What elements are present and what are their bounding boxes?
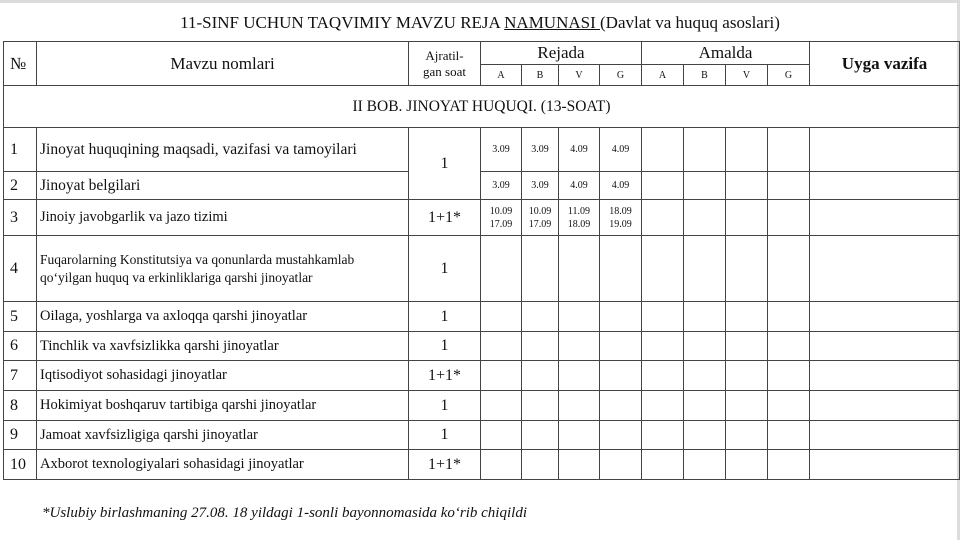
header-hours-line1: Ajratil- [425, 47, 464, 63]
plan-date: 3.09 [522, 172, 559, 200]
actual-cell [642, 450, 684, 480]
homework-cell [810, 421, 960, 450]
actual-class-v: V [726, 65, 768, 86]
row-hours: 1+1* [409, 450, 481, 480]
plan-cell [600, 302, 642, 332]
homework-cell [810, 332, 960, 361]
header-plan: Rejada [481, 42, 642, 65]
plan-cell [481, 361, 522, 391]
row-topic: Tinchlik va xavfsizlikka qarshi jinoyatlar [37, 332, 409, 361]
plan-class-a: A [481, 65, 522, 86]
header-actual: Amalda [642, 42, 810, 65]
row-hours: 1+1* [409, 200, 481, 236]
table-row [4, 236, 960, 302]
row-topic: Jinoyat belgilari [37, 172, 409, 200]
actual-cell [768, 236, 810, 302]
plan-date: 10.09 17.09 [522, 200, 559, 236]
plan-date: 4.09 [600, 128, 642, 172]
row-num: 6 [4, 332, 37, 361]
header-homework: Uyga vazifa [810, 42, 960, 86]
plan-cell [600, 332, 642, 361]
row-topic: Jamoat xavfsizligiga qarshi jinoyatlar [37, 421, 409, 450]
actual-cell [684, 236, 726, 302]
plan-cell [522, 332, 559, 361]
plan-cell [559, 391, 600, 421]
title-underlined: NAMUNASI [504, 13, 601, 32]
row-hours: 1 [409, 128, 481, 200]
plan-cell [481, 391, 522, 421]
actual-cell [642, 172, 684, 200]
plan-cell [600, 236, 642, 302]
actual-class-b: B [684, 65, 726, 86]
row-num: 4 [4, 236, 37, 302]
plan-cell [559, 302, 600, 332]
page-edge-top [0, 0, 960, 3]
row-topic: Hokimiyat boshqaruv tartibiga qarshi jinoyatlar [37, 391, 409, 421]
plan-cell [559, 332, 600, 361]
header-topic: Mavzu nomlari [37, 42, 409, 86]
row-topic: Iqtisodiyot sohasidagi jinoyatlar [37, 361, 409, 391]
row-num: 9 [4, 421, 37, 450]
plan-date: 4.09 [559, 128, 600, 172]
plan-date: 4.09 [600, 172, 642, 200]
table-row [4, 200, 960, 236]
row-hours: 1+1* [409, 361, 481, 391]
table-row [4, 450, 960, 480]
plan-class-b: B [522, 65, 559, 86]
plan-date: 3.09 [522, 128, 559, 172]
row-num: 10 [4, 450, 37, 480]
document-title [0, 13, 960, 33]
row-num: 5 [4, 302, 37, 332]
actual-cell [684, 302, 726, 332]
plan-cell [522, 236, 559, 302]
table-row [4, 128, 960, 172]
row-topic: Jinoiy javobgarlik va jazo tizimi [37, 200, 409, 236]
plan-class-g: G [600, 65, 642, 86]
row-num: 2 [4, 172, 37, 200]
actual-cell [684, 421, 726, 450]
homework-cell [810, 172, 960, 200]
plan-cell [481, 421, 522, 450]
actual-cell [642, 332, 684, 361]
row-topic: Fuqarolarning Konstitutsiya va qonunlarda mustahkamlab qo‘yilgan huquq va erkinliklariga qarshi jinoyatlar [37, 236, 409, 302]
actual-cell [642, 302, 684, 332]
section-title: II BOB. JINOYAT HUQUQI. (13-SOAT) [4, 86, 960, 128]
plan-cell [481, 332, 522, 361]
actual-cell [726, 302, 768, 332]
row-hours: 1 [409, 236, 481, 302]
plan-cell [522, 391, 559, 421]
header-hours-line2: gan soat [423, 63, 466, 79]
actual-cell [768, 332, 810, 361]
actual-cell [684, 332, 726, 361]
row-hours: 1 [409, 302, 481, 332]
table-row [4, 172, 960, 200]
footnote: *Uslubiy birlashmaning 27.08. 18 yildagi 1-sonli bayonnomasida ko‘rib chiqildi [42, 505, 527, 521]
homework-cell [810, 200, 960, 236]
actual-cell [642, 200, 684, 236]
header-row-1 [4, 42, 960, 65]
actual-cell [726, 200, 768, 236]
actual-cell [768, 391, 810, 421]
title-prefix: 11-SINF UCHUN TAQVIMIY MAVZU REJA [180, 13, 505, 32]
actual-class-g: G [768, 65, 810, 86]
homework-cell [810, 450, 960, 480]
table-row [4, 332, 960, 361]
actual-cell [642, 361, 684, 391]
row-num: 3 [4, 200, 37, 236]
table-row [4, 391, 960, 421]
section-row [4, 86, 960, 128]
actual-cell [768, 200, 810, 236]
header-hours [409, 42, 481, 86]
plan-cell [559, 361, 600, 391]
table-row [4, 361, 960, 391]
row-hours: 1 [409, 332, 481, 361]
actual-cell [684, 391, 726, 421]
actual-cell [768, 302, 810, 332]
actual-cell [684, 361, 726, 391]
plan-date: 4.09 [559, 172, 600, 200]
homework-cell [810, 302, 960, 332]
actual-cell [726, 128, 768, 172]
table-row [4, 302, 960, 332]
row-num: 8 [4, 391, 37, 421]
plan-cell [600, 421, 642, 450]
actual-cell [726, 391, 768, 421]
row-topic: Oilaga, yoshlarga va axloqqa qarshi jinoyatlar [37, 302, 409, 332]
homework-cell [810, 361, 960, 391]
actual-cell [768, 421, 810, 450]
homework-cell [810, 128, 960, 172]
actual-cell [726, 450, 768, 480]
table-row [4, 421, 960, 450]
actual-cell [768, 450, 810, 480]
actual-cell [726, 236, 768, 302]
actual-cell [768, 128, 810, 172]
plan-cell [600, 361, 642, 391]
row-num: 7 [4, 361, 37, 391]
actual-cell [642, 421, 684, 450]
plan-date: 11.09 18.09 [559, 200, 600, 236]
homework-cell [810, 391, 960, 421]
actual-cell [726, 332, 768, 361]
plan-cell [522, 361, 559, 391]
actual-cell [768, 172, 810, 200]
plan-cell [522, 421, 559, 450]
plan-cell [481, 236, 522, 302]
plan-date: 3.09 [481, 172, 522, 200]
row-num: 1 [4, 128, 37, 172]
plan-cell [600, 450, 642, 480]
actual-cell [768, 361, 810, 391]
plan-date: 10.09 17.09 [481, 200, 522, 236]
row-topic: Axborot texnologiyalari sohasidagi jinoyatlar [37, 450, 409, 480]
header-num: № [4, 42, 37, 86]
actual-cell [642, 236, 684, 302]
plan-date: 18.09 19.09 [600, 200, 642, 236]
row-topic: Jinoyat huquqining maqsadi, vazifasi va tamoyilari [37, 128, 409, 172]
homework-cell [810, 236, 960, 302]
row-hours: 1 [409, 421, 481, 450]
actual-cell [684, 450, 726, 480]
plan-cell [481, 450, 522, 480]
actual-cell [726, 172, 768, 200]
plan-cell [522, 450, 559, 480]
row-hours: 1 [409, 391, 481, 421]
actual-class-a: A [642, 65, 684, 86]
actual-cell [642, 128, 684, 172]
plan-class-v: V [559, 65, 600, 86]
plan-date: 3.09 [481, 128, 522, 172]
title-suffix: (Davlat va huquq asoslari) [600, 13, 780, 32]
actual-cell [684, 200, 726, 236]
actual-cell [684, 172, 726, 200]
plan-cell [481, 302, 522, 332]
plan-cell [559, 450, 600, 480]
schedule-table [3, 41, 960, 480]
plan-cell [522, 302, 559, 332]
plan-cell [559, 421, 600, 450]
actual-cell [726, 361, 768, 391]
actual-cell [726, 421, 768, 450]
actual-cell [684, 128, 726, 172]
actual-cell [642, 391, 684, 421]
plan-cell [600, 391, 642, 421]
plan-cell [559, 236, 600, 302]
